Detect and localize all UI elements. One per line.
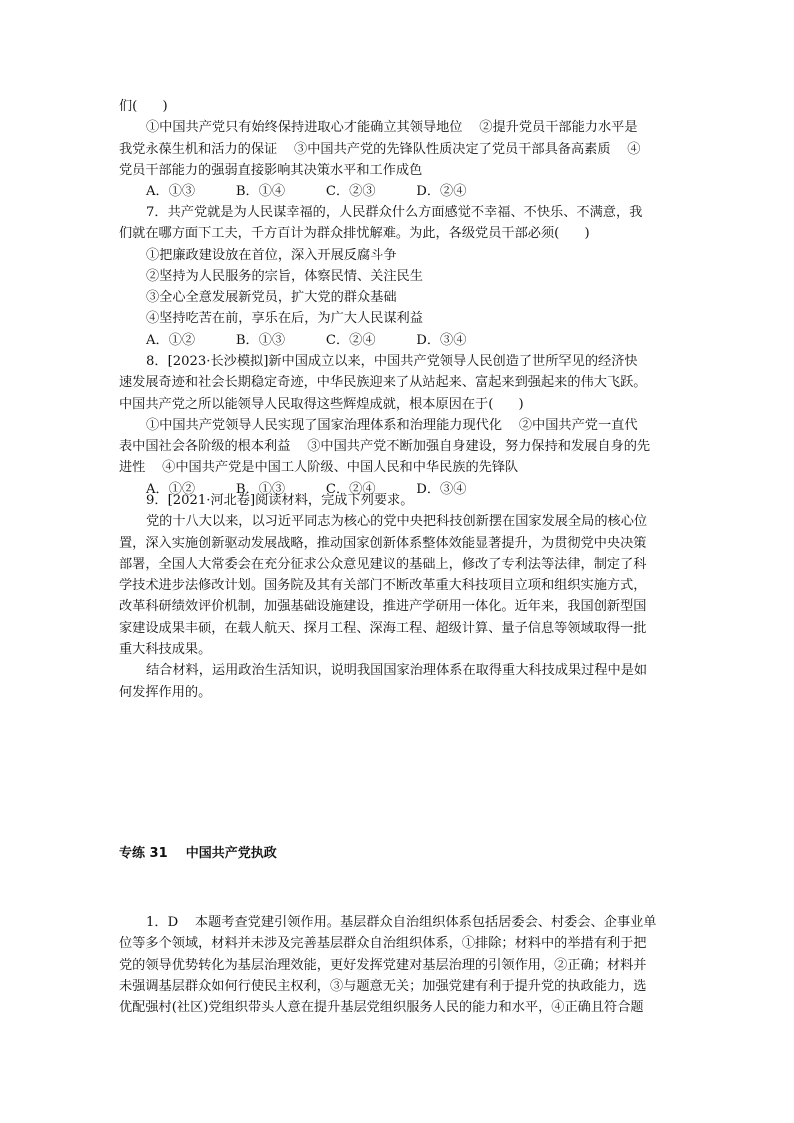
q7-stem-line: 7．共产党就是为人民谋幸福的，人民群众什么方面感觉不幸福、不快乐、不满意，我: [146, 205, 643, 220]
q7-statement: ①把廉政建设放在首位，深入开展反腐斗争: [146, 247, 397, 263]
q7-options: A．①② B．①③ C．②④ D．③④: [146, 332, 467, 348]
q6-statement-line: 我党永葆生机和活力的保证 ③中国共产党的先锋队性质决定了党员干部具备高素质 ④: [119, 141, 641, 157]
q9-material-line: 党的十八大以来，以习近平同志为核心的党中央把科技创新摆在国家发展全局的核心位: [146, 514, 648, 530]
q9-question-line: 结合材料，运用政治生活知识，说明我国国家治理体系在取得重大科技成果过程中是如: [146, 663, 648, 679]
q8-stem-line: 中国共产党之所以能领导人民取得这些辉煌成就，根本原因在于( ): [119, 396, 524, 412]
q9-material-line: 重大科技成果。: [119, 642, 212, 658]
q6-options: A．①③ B．①④ C．②③ D．②④: [146, 184, 467, 200]
question-7: [119, 202, 676, 351]
q9-material-line: 部署，全国人大常委会在充分征求公众意见建议的基础上，修改了专利法等法律，制定了科: [119, 556, 647, 572]
q7-statement: ④坚持吃苦在前，享乐在后，为广大人民谋利益: [146, 311, 423, 327]
section-title: 专练 31 中国共产党执政: [119, 846, 277, 861]
q7-stem-line: 们就在哪方面下工夫，千方百计为群众排忧解难。为此，各级党员干部必须( ): [119, 226, 590, 242]
question-6: [119, 96, 676, 202]
answer-line: 位等多个领域，材料并未涉及完善基层群众自治组织体系，①排除；材料中的举措有利于把: [119, 936, 647, 952]
q8-statement-line: 表中国社会各阶级的根本利益 ③中国共产党不断加强自身建设，努力保持和发展自身的先: [119, 439, 651, 455]
q9-question-line: 何发挥作用的。: [119, 684, 212, 700]
answer-line: 1．D 本题考查党建引领作用。基层群众自治组织体系包括居委会、村委会、企事业单: [146, 915, 657, 930]
q6-statement-line: 党员干部能力的强弱直接影响其决策水平和工作成色: [119, 162, 423, 178]
q8-statement-line: 进性 ④中国共产党是中国工人阶级、中国人民和中华民族的先锋队: [119, 460, 519, 476]
q7-statement: ②坚持为人民服务的宗旨，体察民情、关注民生: [146, 268, 423, 284]
question-8: [119, 351, 676, 500]
q8-statement-line: ①中国共产党领导人民实现了国家治理体系和治理能力现代化 ②中国共产党一直代: [146, 417, 638, 433]
answer-1: [119, 912, 676, 1018]
q8-stem-line: 8．[2023·长沙模拟]新中国成立以来，中国共产党领导人民创造了世所罕见的经济快: [146, 354, 638, 369]
q6-statement-line: ①中国共产党只有始终保持进取心才能确立其领导地位 ②提升党员干部能力水平是: [146, 120, 638, 136]
q9-material-line: 置，深入实施创新驱动发展战略，推动国家创新体系整体效能显著提升，为贯彻党中央决策: [119, 535, 647, 551]
q7-statement: ③全心全意发展新党员，扩大党的群众基础: [146, 290, 397, 306]
q9-material-line: 家建设成果丰硕，在载人航天、探月工程、深海工程、超级计算、量子信息等领域取得一批: [119, 620, 647, 636]
q8-stem-line: 速发展奇迹和社会长期稳定奇迹，中华民族迎来了从站起来、富起来到强起来的伟大飞跃。: [119, 375, 647, 391]
answer-line: 党的领导优势转化为基层治理效能，更好发挥党建对基层治理的引领作用，②正确；材料并: [119, 957, 647, 973]
q9-material-line: 改革科研绩效评价机制，加强基础设施建设，推进产学研用一体化。近年来，我国创新型国: [119, 599, 647, 615]
q9-material-line: 学技术进步法修改计划。国务院及其有关部门不断改革重大科技项目立项和组织实施方式，: [119, 578, 647, 594]
question-9: [119, 490, 676, 703]
answer-line: 未强调基层群众如何行使民主权利，③与题意无关；加强党建有利于提升党的执政能力，选: [119, 978, 647, 994]
q6-stem-tail: 们( ): [119, 99, 168, 114]
q8-options: A．①② B．①③ C．②④ D．③④: [146, 481, 467, 497]
answer-line: 优配强村(社区)党组织带头人意在提升基层党组织服务人民的能力和水平，④正确且符合题: [119, 1000, 644, 1016]
q9-stem: 9．[2021·河北卷]阅读材料，完成下列要求。: [146, 493, 414, 508]
